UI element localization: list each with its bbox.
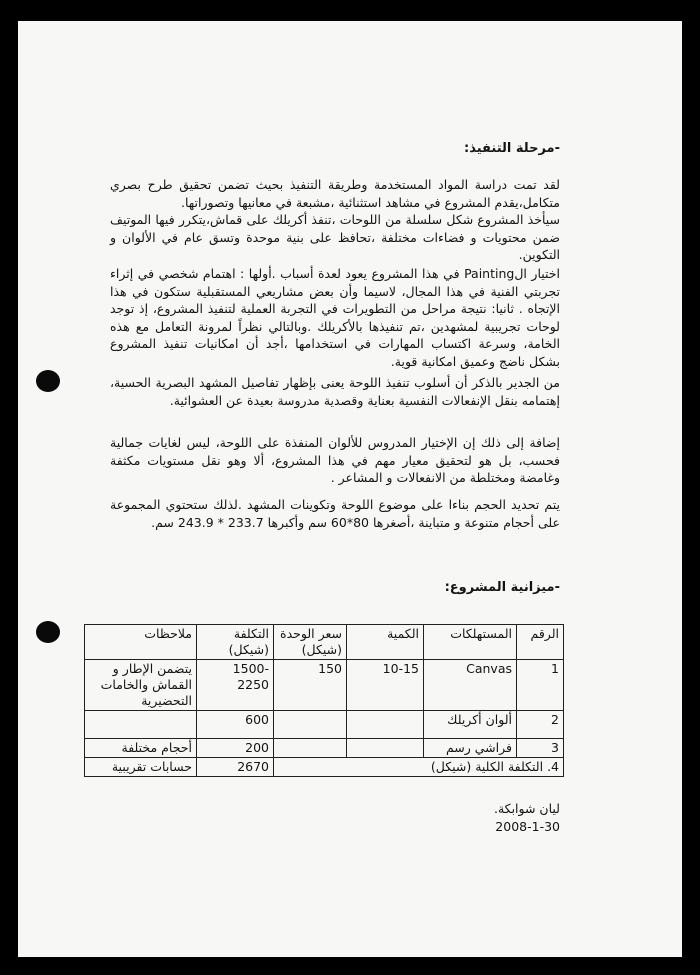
- total-note: حسابات تقريبية: [85, 758, 197, 777]
- header-cell: المستهلكات: [424, 625, 517, 660]
- budget-heading: -ميزانية المشروع:: [444, 580, 560, 595]
- signature-name: ليان شوابكة.: [493, 801, 560, 816]
- total-label: 4. التكلفة الكلية (شيكل): [274, 758, 564, 777]
- table-row: [85, 739, 564, 758]
- table-cell: [274, 739, 347, 758]
- table-cell: 1500-2250: [197, 660, 274, 711]
- punch-hole: [36, 621, 60, 643]
- execution-heading: -مرحلة التنفيذ:: [464, 141, 560, 156]
- document-page: [18, 21, 682, 957]
- table-row: [85, 660, 564, 711]
- budget-table: [84, 624, 564, 777]
- header-cell: ملاحظات: [85, 625, 197, 660]
- total-cost: 2670: [197, 758, 274, 777]
- table-cell: 1: [517, 660, 564, 711]
- paragraph: اختيار الPainting في هذا المشروع يعود لعدة أسباب .أولها : اهتمام شخصي في إثراء تجربتي الفنية في هذا المجال، لاسيما وأن بعض مشاريعي المستقبلية ستكون في هذا الإتجاه . ثانيا: نتيجة مراحل من التطويرات في التجربة العملية لتنفيذ المشروع، إذ توجد لوحات تجريبية لمشهدين ،تم تنفيذها بالأكريلك .وبالتالي نظراً لمرونة التعامل مع هذه الخامة، وسرعة اكتساب المهارات في استخدامها ،أجد أن امكانيات تنفيذ المشروع بشكل ناضج وعميق امكانية قوية.: [110, 266, 560, 369]
- total-row: [85, 758, 564, 777]
- paragraph: لقد تمت دراسة المواد المستخدمة وطريقة التنفيذ بحيث تضمن تحقيق طرح بصري متكامل،يقدم المشروع في مشاهد استثنائية ،مشبعة في معانيها وتصوراتها.: [110, 177, 560, 210]
- table-cell: 200: [197, 739, 274, 758]
- table-cell: 600: [197, 711, 274, 739]
- header-cell: سعر الوحدة (شيكل): [274, 625, 347, 660]
- table-cell: 150: [274, 660, 347, 711]
- table-cell: Canvas: [424, 660, 517, 711]
- paragraph: إضافة إلى ذلك إن الإختيار المدروس للألوان المنفذة على اللوحة، ليس لغايات جمالية فحسب، بل هو لتحقيق معيار مهم في هذا المشروع، ألا وهو نقل مستويات مكثفة وغامضة ومختلطة من الانفعالات و المشاعر .: [110, 435, 560, 485]
- paragraph: سيأخذ المشروع شكل سلسلة من اللوحات ،تنفذ أكريلك على قماش،يتكرر فيها الموتيف ضمن محتويات و فضاءات مختلفة ،تحافظ على بنية موحدة وتسق عام في الألوان و التكوين.: [110, 212, 560, 262]
- table-cell: يتضمن الإطار و القماش والخامات التحضيرية: [85, 660, 197, 711]
- table-header-row: [85, 625, 564, 660]
- table-row: [85, 711, 564, 739]
- header-cell: الكمية: [347, 625, 424, 660]
- table-cell: أحجام مختلفة: [85, 739, 197, 758]
- table-cell: ألوان أكريلك: [424, 711, 517, 739]
- table-cell: [274, 711, 347, 739]
- paragraph: يتم تحديد الحجم بناءا على موضوع اللوحة وتكوينات المشهد .لذلك ستحتوي المجموعة على أحجام متنوعة و متباينة ،أصغرها 80*60 سم وأكبرها 233.7 * 243.9 سم.: [110, 497, 560, 530]
- table-cell: 10-15: [347, 660, 424, 711]
- table-cell: [85, 711, 197, 739]
- paragraph: من الجدير بالذكر أن أسلوب تنفيذ اللوحة يعنى بإظهار تفاصيل المشهد البصرية الحسية، إهتمامه بنقل الإنفعالات النفسية بعناية وقصدية مدروسة بعيدة عن العشوائية.: [110, 375, 560, 408]
- table-cell: 3: [517, 739, 564, 758]
- table-cell: فراشي رسم: [424, 739, 517, 758]
- punch-hole: [36, 370, 60, 392]
- header-cell: التكلفة (شيكل): [197, 625, 274, 660]
- table-cell: [347, 739, 424, 758]
- header-cell: الرقم: [517, 625, 564, 660]
- signature-date: 2008-1-30: [495, 819, 560, 834]
- table-cell: 2: [517, 711, 564, 739]
- table-cell: [347, 711, 424, 739]
